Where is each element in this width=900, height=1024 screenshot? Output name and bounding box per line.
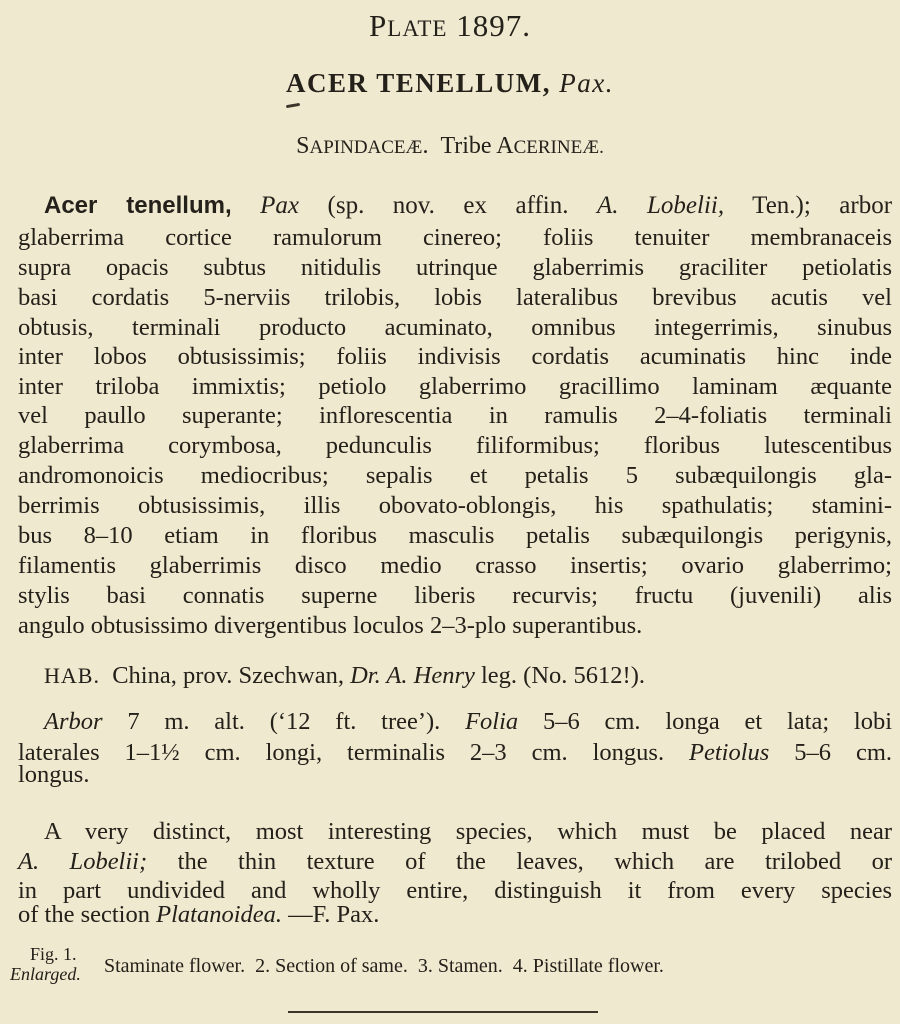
plate-title [0,8,900,44]
text-span-italic: Arbor [44,708,103,735]
figure-number: Fig. 1. [30,944,77,964]
text-span-italic: Folia [465,708,519,735]
description-line: obtusis, terminali producto acuminato, omnibus integerrimis, sinubus [18,314,892,341]
species-name-bold: Acer tenellum, [44,192,232,219]
text-span-italic: A. Lobelii; [18,848,148,875]
text-span: 5–6 cm. [794,739,893,766]
author-italic: Pax [260,192,300,219]
text-span-italic: Platanoidea. [156,901,283,928]
habitat-line [44,661,892,691]
text-span: of the section [18,901,150,928]
description-line: glaberrima cortice ramulorum cinereo; foliis tenuiter membranaceis [18,224,892,251]
text-span: Ten.); arbor [752,192,893,219]
text-span: (sp. nov. ex affin. [327,192,569,219]
title-ornament [286,103,300,108]
plate-number: 1897. [456,8,531,43]
text-span: 7 m. alt. (‘12 ft. tree’). [127,708,441,735]
bottom-rule [288,1011,598,1013]
text-span: leg. (No. 5612!). [481,662,645,689]
description-line: inter lobos obtusissimis; foliis indivisis cordatis acuminatis hinc inde [18,343,892,370]
plate-prefix-rest: LATE [387,16,448,41]
family-rest: APINDACEÆ [309,137,423,158]
notes-line: longus. [18,761,90,788]
text-span-italic: Petiolus [689,739,770,766]
notes-line [44,707,892,737]
description-line: supra opacis subtus nitidulis utrinque glaberrimis graciliter petiolatis [18,254,892,281]
tribe-initial: A [496,133,514,159]
plate-prefix-initial: P [369,8,388,43]
description-line: berrimis obtusissimis, illis obovato-oblongis, his spathulatis; stamini- [18,492,892,519]
description-line: basi cordatis 5-nerviis trilobis, lobis lateralibus brevibus acutis vel [18,284,892,311]
tribe-word: Tribe [440,133,492,159]
commentary-line [18,900,892,930]
tribe-rest: CERINEÆ. [513,137,604,158]
text-span: 5–6 cm. longa et lata; lobi [542,708,893,735]
species-title [0,68,900,99]
species-name: ACER TENELLUM, [285,68,552,98]
commentary-line: in part undivided and wholly entire, distinguish it from every species [18,877,892,904]
family-period: . [422,133,429,159]
figure-enlarged: Enlarged. [10,964,81,984]
family-line [0,133,900,160]
description-line: angulo obtusissimo divergentibus loculos 2–3-plo superantibus. [18,612,643,639]
text-span: China, prov. Szechwan, [112,662,344,689]
collector-name: Dr. A. Henry [350,662,475,689]
description-line: vel paullo superante; inflorescentia in ramulis 2–4-foliatis terminali [18,402,892,429]
description-line: bus 8–10 etiam in floribus masculis petalis subæquilongis perigynis, [18,522,892,549]
description-line [44,191,892,221]
text-span: the thin texture of the leaves, which are trilobed or [177,848,893,875]
figure-caption: Staminate flower. 2. Section of same. 3. Stamen. 4. Pistillate flower. [104,955,664,977]
description-line: filamentis glaberrimis disco medio crasso insertis; ovario glaberrimo; [18,552,892,579]
family-initial: S [296,133,310,159]
commentary-line: A very distinct, most interesting species, which must be placed near [44,818,892,845]
text-span: laterales 1–1½ cm. longi, terminalis 2–3 cm. longus. [18,739,665,766]
description-line: inter triloba immixtis; petiolo glaberrimo gracillimo laminam æquante [18,373,892,400]
description-line: stylis basi connatis superne liberis recurvis; fructu (juvenili) alis [18,582,892,609]
text-span-italic: A. Lobelii, [597,192,725,219]
habitat-label: HAB. [44,663,100,688]
figure-caption-label [10,944,81,984]
text-span: —F. Pax. [288,901,380,928]
species-author: Pax. [559,68,615,98]
description-line: andromonoicis mediocribus; sepalis et petalis 5 subæquilongis gla- [18,462,892,489]
commentary-line [18,847,892,877]
description-line: glaberrima corymbosa, pedunculis filiformibus; floribus lutescentibus [18,432,892,459]
